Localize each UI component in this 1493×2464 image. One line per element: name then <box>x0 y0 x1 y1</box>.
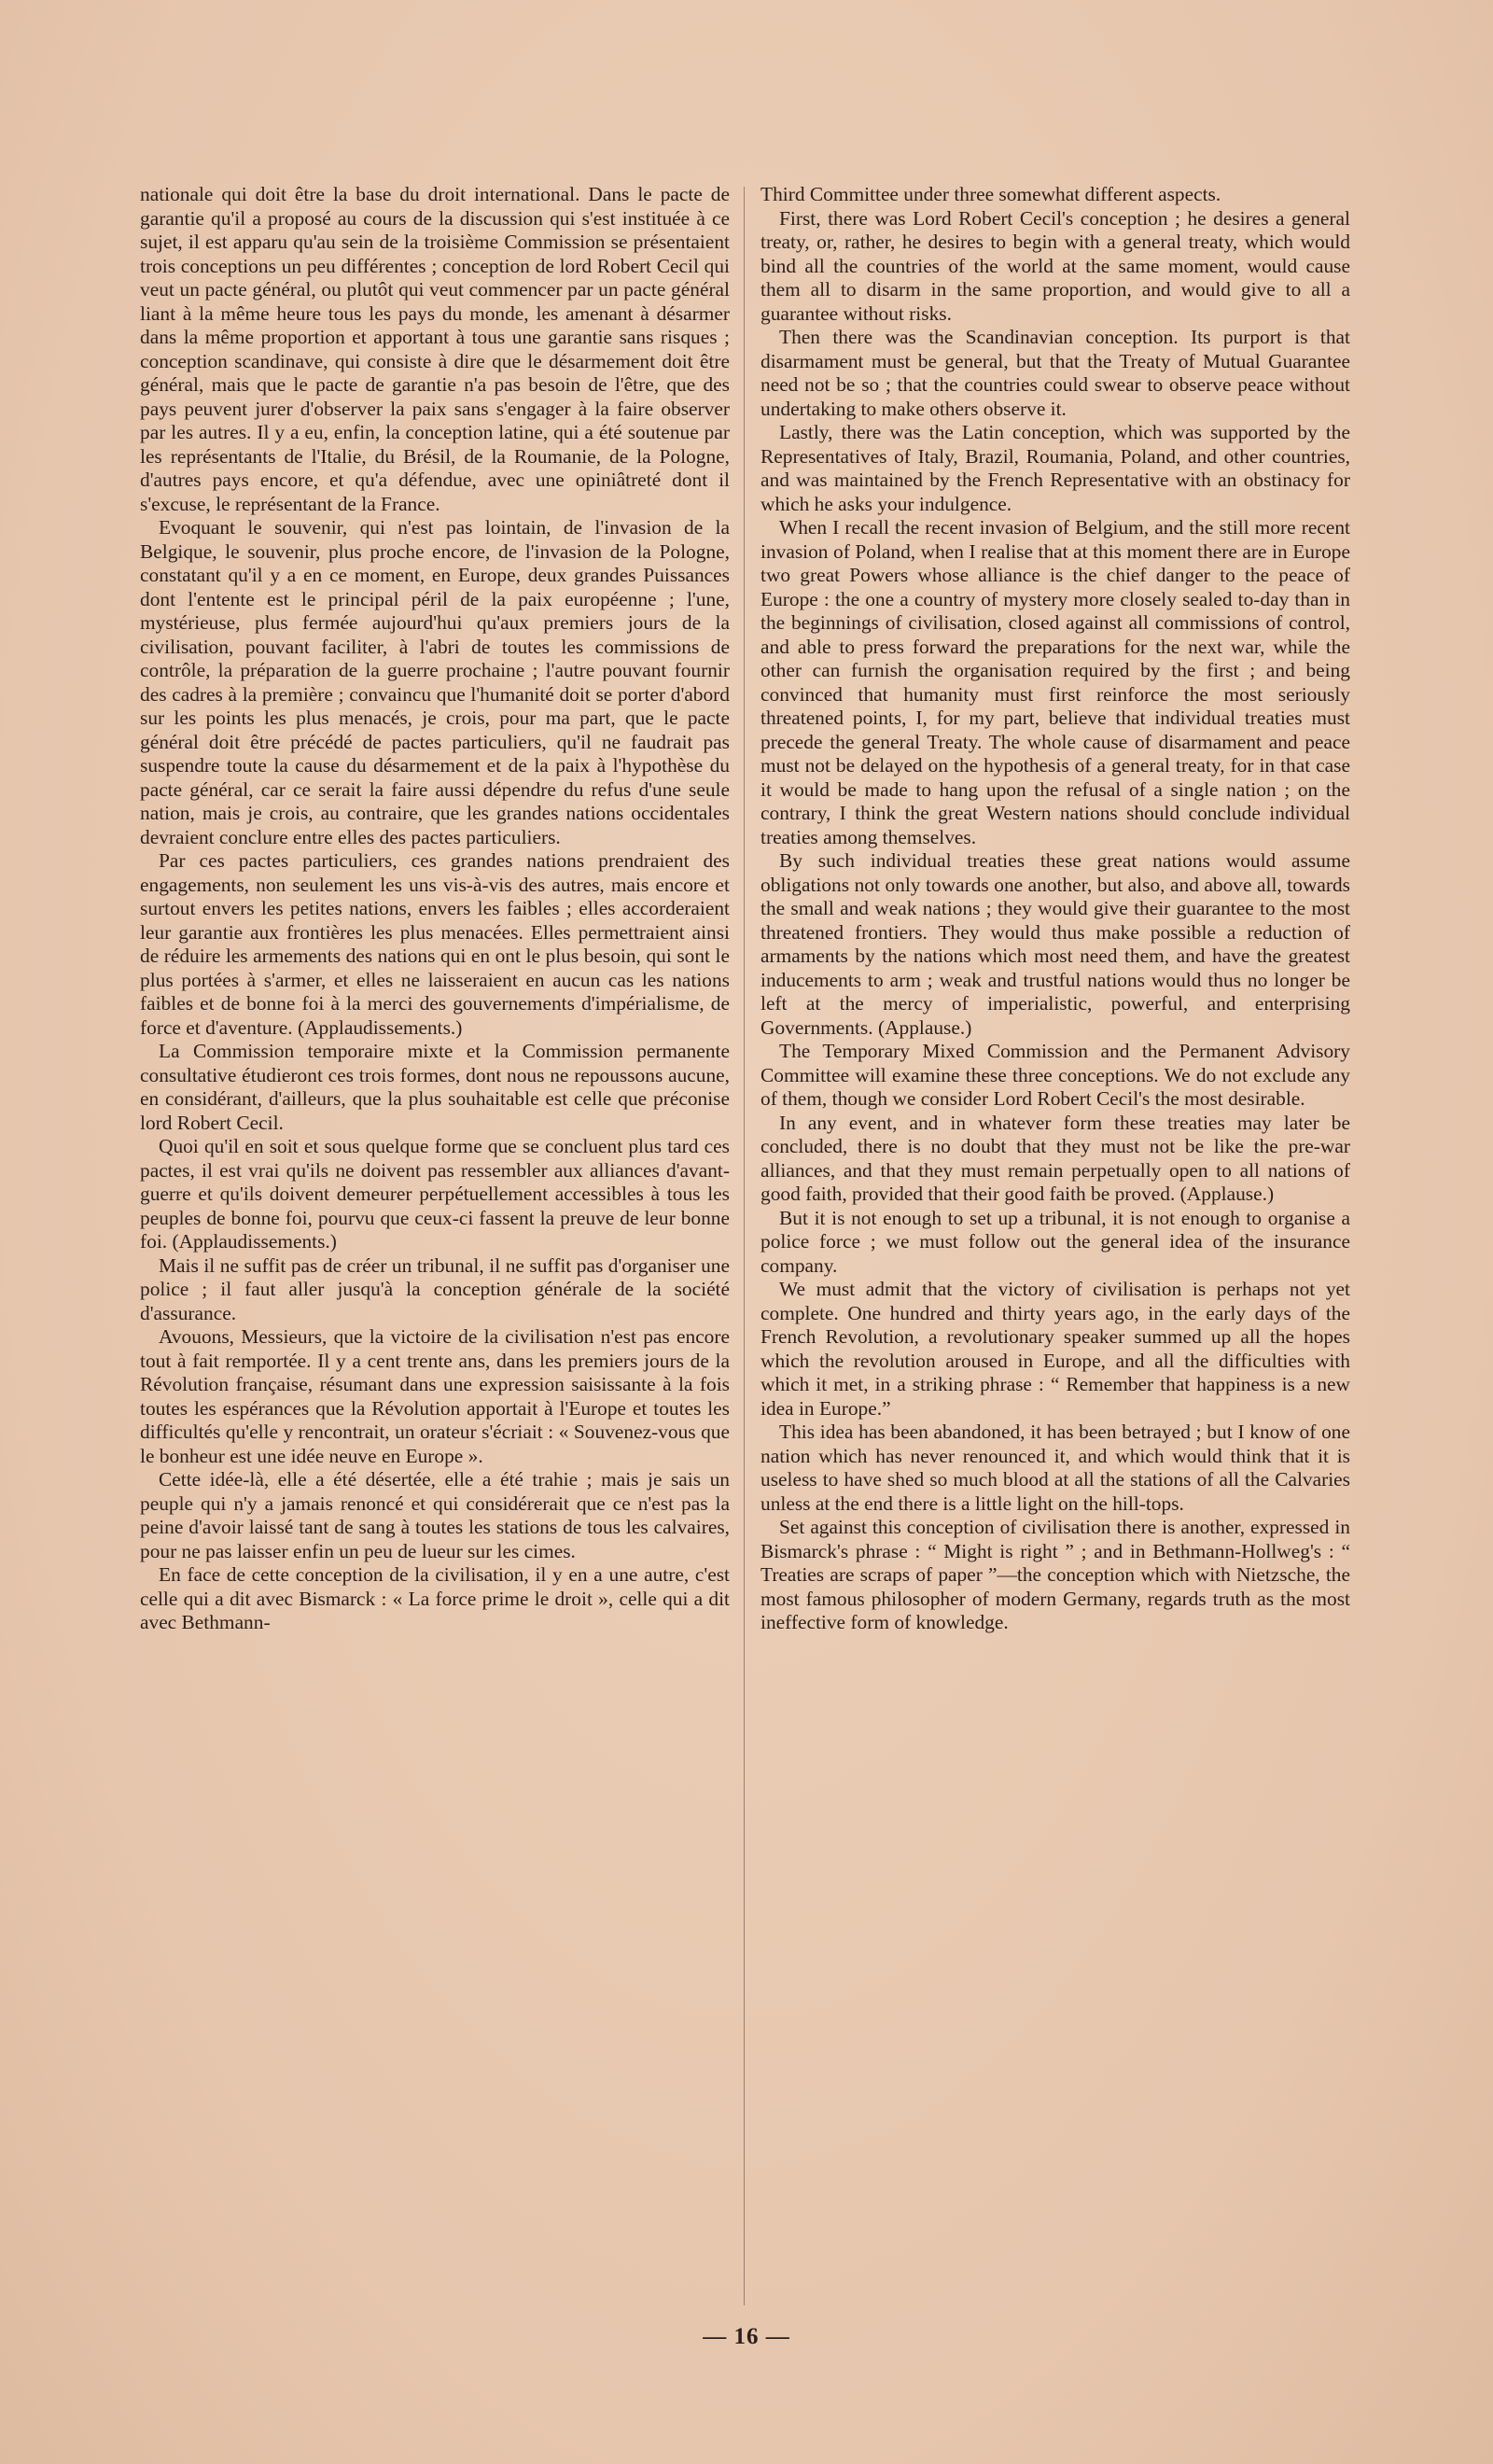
paragraph: This idea has been abandoned, it has been betrayed ; but I know of one nation which has never renounced it, and which would think that it is useless to have shed so much blood at all the stations of all the Calvaries unless at the end there is a little light on the hill-tops. <box>760 1421 1350 1515</box>
paragraph: First, there was Lord Robert Cecil's conception ; he desires a general treaty, or, rather, he desires to begin with a general treaty, which would bind all the countries of the world at the same moment, would cause them all to disarm in the same proportion, and would give to all a guarantee without risks. <box>760 206 1350 325</box>
french-text-column <box>140 183 730 2395</box>
paragraph: nationale qui doit être la base du droit international. Dans le pacte de garantie qu'il a proposé au cours de la discussion qui s'est instituée à ce sujet, il est apparu qu'au sein de la troisième Commission se présentaient trois conceptions un peu différentes ; conception de lord Robert Cecil qui veut un pacte général, ou plutôt qui veut commencer par un pacte général liant à la même heure tous les pays du monde, les amenant à désarmer dans la même proportion et apportant à tous une garantie sans risques ; conception scandinave, qui consiste à dire que le désarmement doit être général, mais que le pacte de garantie n'a pas besoin de l'être, que des pays peuvent jurer d'observer la paix sans s'engager à la faire observer par les autres. Il y a eu, enfin, la conception latine, qui a été soutenue par les représentants de l'Italie, du Brésil, de la Roumanie, de la Pologne, d'autres pays encore, et qu'a défendue, avec une opiniâtreté dont il s'excuse, le représentant de la France. <box>140 183 730 515</box>
paragraph: Par ces pactes particuliers, ces grandes nations prendraient des engagements, non seulement les uns vis-à-vis des autres, mais encore et surtout envers les petites nations, envers les faibles ; elles accorderaient leur garantie aux frontières les plus menacées. Elles permettraient ainsi de réduire les armements des nations qui en ont le plus besoin, qui sont le plus portées à s'armer, et elles ne laisseraient en aucun cas les nations faibles et de bonne foi à la merci des gouvernements d'impérialisme, de force et d'aventure. (Applaudissements.) <box>140 849 730 1039</box>
paragraph: Lastly, there was the Latin conception, which was supported by the Representatives of Italy, Brazil, Roumania, Poland, and other countries, and was maintained by the French Representative with an obstinacy for which he asks your indulgence. <box>760 421 1350 515</box>
paragraph: Cette idée-là, elle a été désertée, elle a été trahie ; mais je sais un peuple qui n'y a jamais renoncé et qui considérerait que ce n'est pas la peine d'avoir laissé tant de sang à toutes les stations de tous les calvaires, pour ne pas laisser enfin un peu de lueur sur les cimes. <box>140 1468 730 1562</box>
english-text-column <box>760 183 1350 2395</box>
paragraph: When I recall the recent invasion of Belgium, and the still more recent invasion of Poland, when I realise that at this moment there are in Europe two great Powers whose alliance is the chief danger to the peace of Europe : the one a country of mystery more closely sealed to-day than in the beginnings of civilisation, closed against all commissions of control, and able to press forward the preparations for the next war, while the other can furnish the organisation required by the first ; and being convinced that humanity must first reinforce the most seriously threatened points, I, for my part, believe that individual treaties must precede the general Treaty. The whole cause of disarmament and peace must not be delayed on the hypothesis of a general treaty, for in that case it would be made to hang upon the refusal of a single nation ; on the contrary, I think the great Western nations should conclude individual treaties among themselves. <box>760 516 1350 848</box>
paragraph: Evoquant le souvenir, qui n'est pas lointain, de l'invasion de la Belgique, le souvenir, plus proche encore, de l'invasion de la Pologne, constatant qu'il y a en ce moment, en Europe, deux grandes Puissances dont l'entente est le principal péril de la paix européenne ; l'une, mystérieuse, plus fermée aujourd'hui qu'aux premiers jours de la civilisation, pouvant faciliter, à l'abri de toutes les commissions de contrôle, la préparation de la guerre prochaine ; l'autre pouvant fournir des cadres à la première ; convaincu que l'humanité doit se porter d'abord sur les points les plus menacés, je crois, pour ma part, que le pacte général doit être précédé de pactes particuliers, qu'il ne faudrait pas suspendre toute la cause du désarmement et de la paix à l'hypothèse du pacte général, car ce serait la faire aussi dépendre du refus d'une seule nation, mais je crois, au contraire, que les grandes nations occidentales devraient conclure entre elles des pactes particuliers. <box>140 516 730 848</box>
paragraph: But it is not enough to set up a tribunal, it is not enough to organise a police force ; we must follow out the general idea of the insurance company. <box>760 1206 1350 1277</box>
page-number: — 16 — <box>703 2324 790 2349</box>
paragraph: Quoi qu'il en soit et sous quelque forme que se concluent plus tard ces pactes, il est vrai qu'ils ne doivent pas ressembler aux alliances d'avant-guerre et qu'ils doivent demeurer perpétuellement accessibles à tous les peuples de bonne foi, pourvu que ceux-ci fassent la preuve de leur bonne foi. (Applaudissements.) <box>140 1135 730 1253</box>
paragraph: Avouons, Messieurs, que la victoire de la civilisation n'est pas encore tout à fait remportée. Il y a cent trente ans, dans les premiers jours de la Révolution française, résumant dans une expression saisissante à la fois toutes les espérances que la Révolution apportait à l'Europe et toutes les difficultés qu'elle y rencontrait, un orateur s'écriait : « Souvenez-vous que le bonheur est une idée neuve en Europe ». <box>140 1325 730 1467</box>
paragraph: Then there was the Scandinavian conception. Its purport is that disarmament must be general, but that the Treaty of Mutual Guarantee need not be so ; that the countries could swear to observe peace without undertaking to make others observe it. <box>760 326 1350 420</box>
paragraph: In any event, and in whatever form these treaties may later be concluded, there is no doubt that they must not be like the pre-war alliances, and that they must remain perpetually open to all nations of good faith, provided that their good faith be proved. (Applause.) <box>760 1111 1350 1205</box>
paragraph: We must admit that the victory of civilisation is perhaps not yet complete. One hundred and thirty years ago, in the early days of the French Revolution, a revolutionary speaker summed up all the hopes which the revolution aroused in Europe, and all the difficulties with which it met, in a striking phrase : “ Remember that happiness is a new idea in Europe.” <box>760 1278 1350 1420</box>
paragraph: The Temporary Mixed Commission and the Permanent Advisory Committee will examine these three conceptions. We do not exclude any of them, though we consider Lord Robert Cecil's the most desirable. <box>760 1040 1350 1110</box>
paragraph: En face de cette conception de la civilisation, il y en a une autre, c'est celle qui a dit avec Bismarck : « La force prime le droit », celle qui a dit avec Bethmann- <box>140 1563 730 1633</box>
paragraph: La Commission temporaire mixte et la Commission permanente consultative étudieront ces trois formes, dont nous ne repoussons aucune, en considérant, d'ailleurs, que la plus souhaitable est celle que préconise lord Robert Cecil. <box>140 1040 730 1134</box>
paragraph: Mais il ne suffit pas de créer un tribunal, il ne suffit pas d'organiser une police ; il faut aller jusqu'à la conception générale de la société d'assurance. <box>140 1253 730 1324</box>
paragraph: Third Committee under three somewhat different aspects. <box>760 183 1221 205</box>
paragraph: By such individual treaties these great nations would assume obligations not only towards one another, but also, and above all, towards the small and weak nations ; they would give their guarantee to the most threatened frontiers. They would thus make possible a reduction of armaments by the nations which most need them, and have the greatest inducements to arm ; weak and trustful nations would thus no longer be left at the mercy of imperialistic, powerful, and enterprising Governments. (Applause.) <box>760 849 1350 1039</box>
column-divider <box>744 187 745 2305</box>
paragraph: Set against this conception of civilisation there is another, expressed in Bismarck's phrase : “ Might is right ” ; and in Bethmann-Hollweg's : “ Treaties are scraps of paper ”—the conception which with Nietzsche, the most famous philosopher of modern Germany, regards truth as the most ineffective form of knowledge. <box>760 1516 1350 1633</box>
